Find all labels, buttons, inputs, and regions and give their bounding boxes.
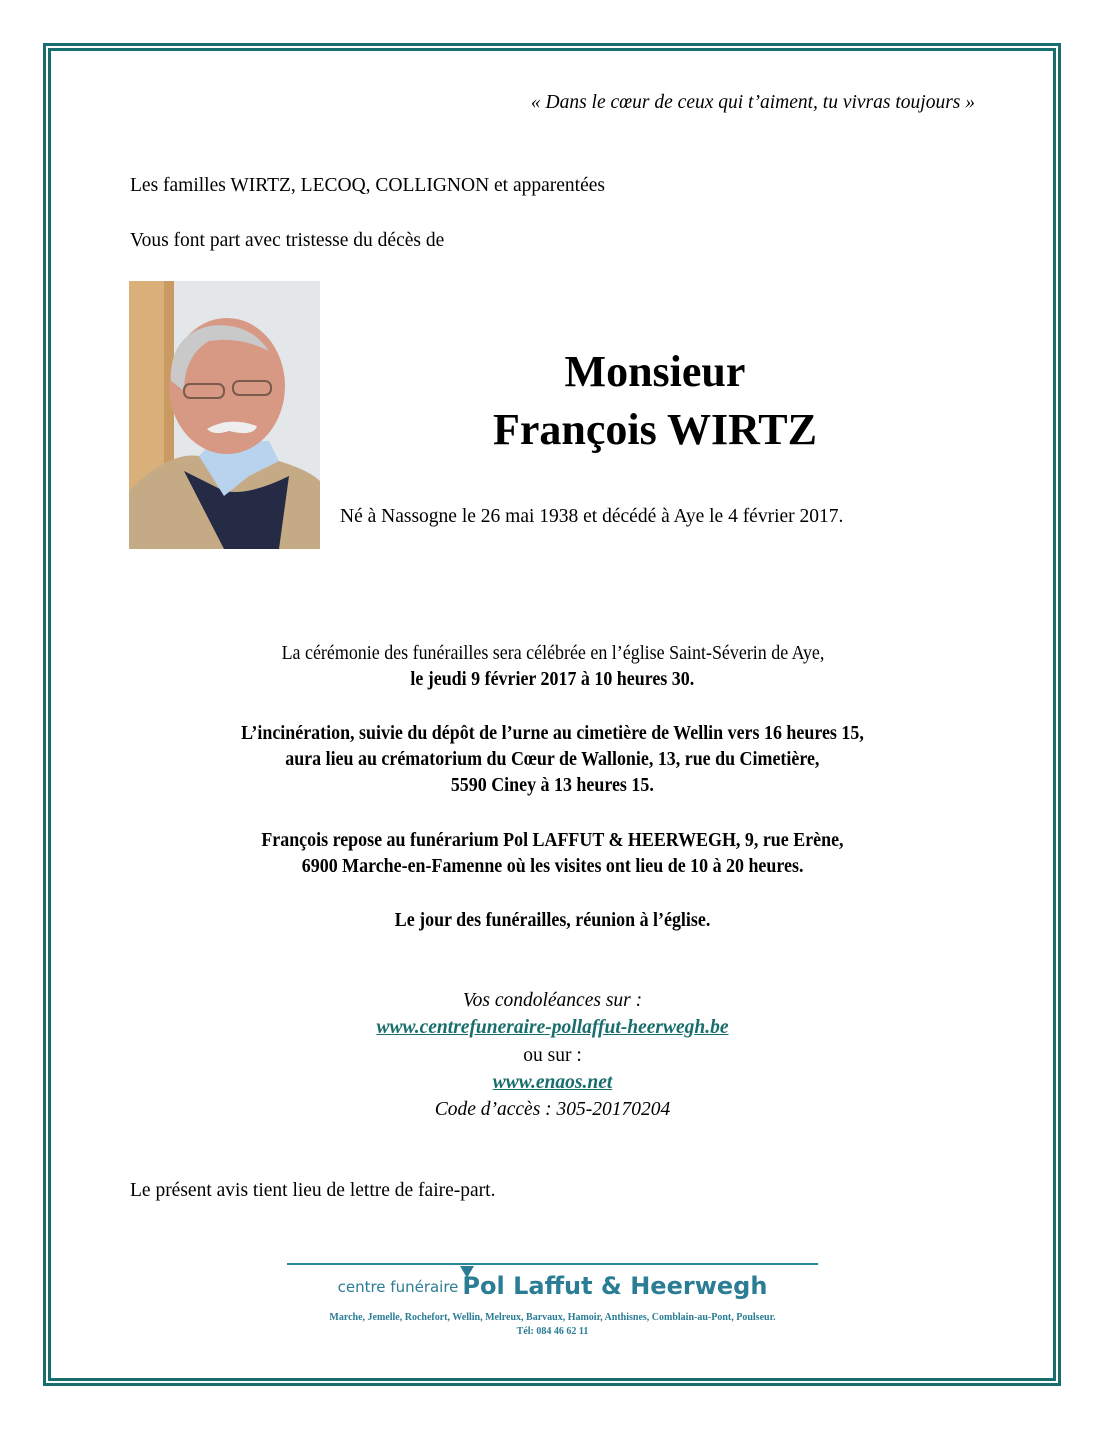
deceased-title: Monsieur [564,347,746,396]
condolences-link-enaos[interactable]: www.enaos.net [492,1072,613,1093]
logo-divider [287,1263,818,1265]
logo-triangle-icon [460,1266,474,1278]
condolences-link-primary[interactable]: www.centrefuneraire-pollaffut-heerwegh.be [376,1017,729,1038]
cremation-line-2: aura lieu au crématorium du Cœur de Wallonie, 13, rue du Cimetière, [285,749,820,770]
deceased-name: François WIRTZ [492,405,817,454]
condolences-label: Vos condoléances sur : [462,990,643,1011]
families-line: Les familles WIRTZ, LECOQ, COLLIGNON et apparentées [130,175,605,196]
condolences-or: ou sur : [523,1045,582,1066]
funeral-home-logo [287,1272,818,1312]
rest-line-2: 6900 Marche-en-Famenne où les visites ont lieu de 10 à 20 heures. [301,856,804,877]
announcement-line: Vous font part avec tristesse du décès de [130,230,445,251]
logo-locations: Marche, Jemelle, Rochefort, Wellin, Melreux, Barvaux, Hamoir, Anthisnes, Comblain-au-Pont, Poulseur. [329,1312,776,1323]
ceremony-line-1: La cérémonie des funérailles sera célébrée en l’église Saint-Séverin de Aye, [281,643,824,664]
portrait-image [129,281,320,549]
logo-phone: Tél: 084 46 62 11 [516,1326,589,1337]
cremation-line-3: 5590 Ciney à 13 heures 15. [450,775,655,796]
access-code: Code d’accès : 305-20170204 [434,1099,671,1120]
logo-prefix: centre funéraire [337,1278,459,1296]
birth-death-line: Né à Nassogne le 26 mai 1938 et décédé à Aye le 4 février 2017. [340,506,844,527]
epigraph-quote: « Dans le cœur de ceux qui t’aiment, tu vivras toujours » [530,92,975,113]
ceremony-line-2: le jeudi 9 février 2017 à 10 heures 30. [410,669,695,690]
logo-name: Pol Laffut & Heerwegh [462,1272,768,1300]
portrait-photo [129,281,320,549]
notice-line: Le présent avis tient lieu de lettre de faire-part. [130,1180,496,1201]
rest-line-1: François repose au funérarium Pol LAFFUT & HEERWEGH, 9, rue Erène, [261,830,844,851]
meeting-line: Le jour des funérailles, réunion à l’église. [394,910,711,931]
cremation-line-1: L’incinération, suivie du dépôt de l’urne au cimetière de Wellin vers 16 heures 15, [241,723,864,744]
